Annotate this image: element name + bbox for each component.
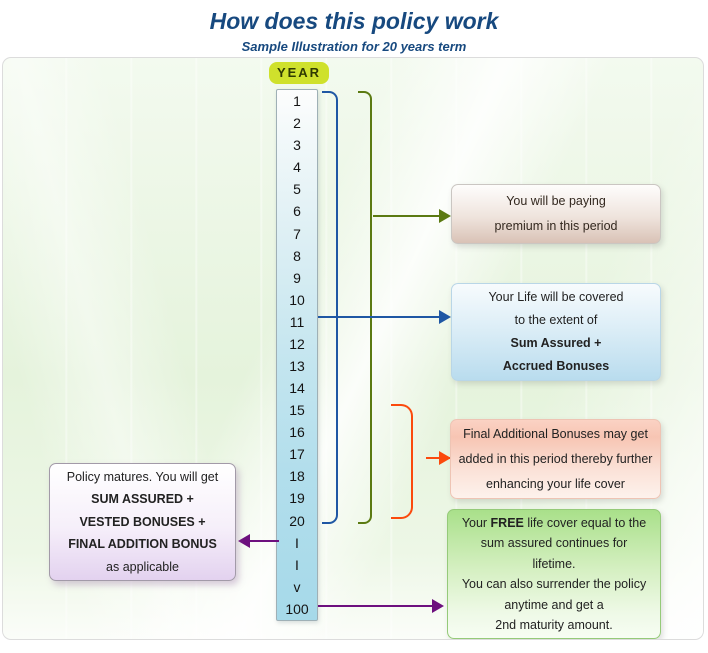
callout-text: Your: [461, 515, 491, 530]
life-cover-callout: [451, 283, 661, 381]
timeline-year-cell: 100: [285, 600, 309, 617]
callout-line: You will be paying: [506, 194, 606, 208]
premium-callout: [451, 184, 661, 244]
timeline-year-cell: 4: [293, 159, 301, 176]
timeline-year-cell: 7: [293, 225, 301, 242]
premium-arrow-shaft: [373, 215, 439, 217]
callout-line: Accrued Bonuses: [502, 359, 610, 373]
timeline-continuation-cell: v: [293, 578, 301, 595]
timeline-year-cell: 2: [293, 115, 301, 132]
callout-line: to the extent of: [514, 313, 598, 327]
premium-period-bracket: [358, 91, 372, 524]
timeline-year-cell: 12: [289, 335, 305, 352]
maturity-callout: [49, 463, 236, 581]
timeline-year-cell: 16: [289, 424, 305, 441]
final-bonus-bracket: [391, 404, 413, 519]
free-cover-arrowhead-icon: [432, 599, 444, 613]
timeline-year-cell: 10: [289, 291, 305, 308]
timeline-year-cell: 11: [289, 313, 305, 330]
callout-line: anytime and get a: [504, 597, 604, 612]
maturity-arrowhead-icon: [238, 534, 250, 548]
maturity-arrow: [238, 534, 279, 548]
page-title: How does this policy work: [209, 8, 499, 34]
free-cover-arrow: [318, 599, 444, 613]
premium-arrow: [373, 209, 451, 223]
free-cover-callout: [447, 509, 661, 639]
illustration-canvas: [2, 57, 704, 640]
timeline-year-cell: 9: [293, 269, 301, 286]
callout-line: lifetime.: [532, 556, 576, 571]
life-cover-arrow: [318, 310, 451, 324]
callout-text: life cover equal to the: [523, 515, 647, 530]
callout-line: Final Additional Bonuses may get: [463, 426, 648, 441]
callout-line: Policy matures. You will get: [66, 469, 219, 484]
timeline-year-cell: 17: [289, 446, 305, 463]
life-cover-arrow-shaft: [318, 316, 439, 318]
life-cover-bracket: [322, 91, 338, 524]
callout-line: SUM ASSURED +: [91, 492, 194, 507]
page-subtitle: Sample Illustration for 20 years term: [241, 39, 467, 54]
timeline-year-cell: 18: [289, 468, 305, 485]
callout-line: Sum Assured +: [510, 336, 602, 350]
timeline-year-cell: 20: [289, 512, 305, 529]
free-cover-arrow-shaft: [318, 605, 432, 607]
timeline-year-cell: 1: [293, 93, 301, 110]
timeline-year-cell: 13: [289, 357, 305, 374]
timeline-year-cell: 19: [289, 490, 305, 507]
callout-line: added in this period thereby further: [458, 451, 653, 466]
timeline-year-cell: 5: [293, 181, 301, 198]
callout-text-bold: FREE: [490, 515, 524, 530]
timeline-continuation-cell: I: [295, 556, 299, 573]
callout-line: FINAL ADDITION BONUS: [68, 537, 217, 552]
final-bonus-arrow: [414, 451, 451, 465]
callout-line: premium in this period: [494, 219, 618, 233]
final-bonus-callout: [450, 419, 661, 499]
timeline-column: [276, 89, 318, 621]
timeline-year-cell: 6: [293, 203, 301, 220]
life-cover-arrowhead-icon: [439, 310, 451, 324]
callout-line: VESTED BONUSES +: [79, 514, 206, 529]
callout-line: You can also surrender the policy: [461, 577, 647, 591]
premium-arrowhead-icon: [439, 209, 451, 223]
timeline-year-cell: 15: [289, 402, 305, 419]
callout-line: enhancing your life cover: [486, 476, 625, 491]
timeline-year-cell: 14: [289, 380, 305, 397]
timeline-year-cell: 8: [293, 247, 301, 264]
timeline-year-cell: 3: [293, 137, 301, 154]
callout-line: [448, 513, 660, 534]
callout-line: 2nd maturity amount.: [495, 618, 613, 632]
callout-line: Your Life will be covered: [488, 290, 624, 304]
maturity-arrow-shaft: [250, 540, 279, 542]
timeline-continuation-cell: I: [295, 534, 299, 551]
callout-line: sum assured continues for: [480, 536, 628, 550]
year-badge: YEAR: [269, 62, 329, 84]
callout-line: as applicable: [106, 559, 179, 574]
